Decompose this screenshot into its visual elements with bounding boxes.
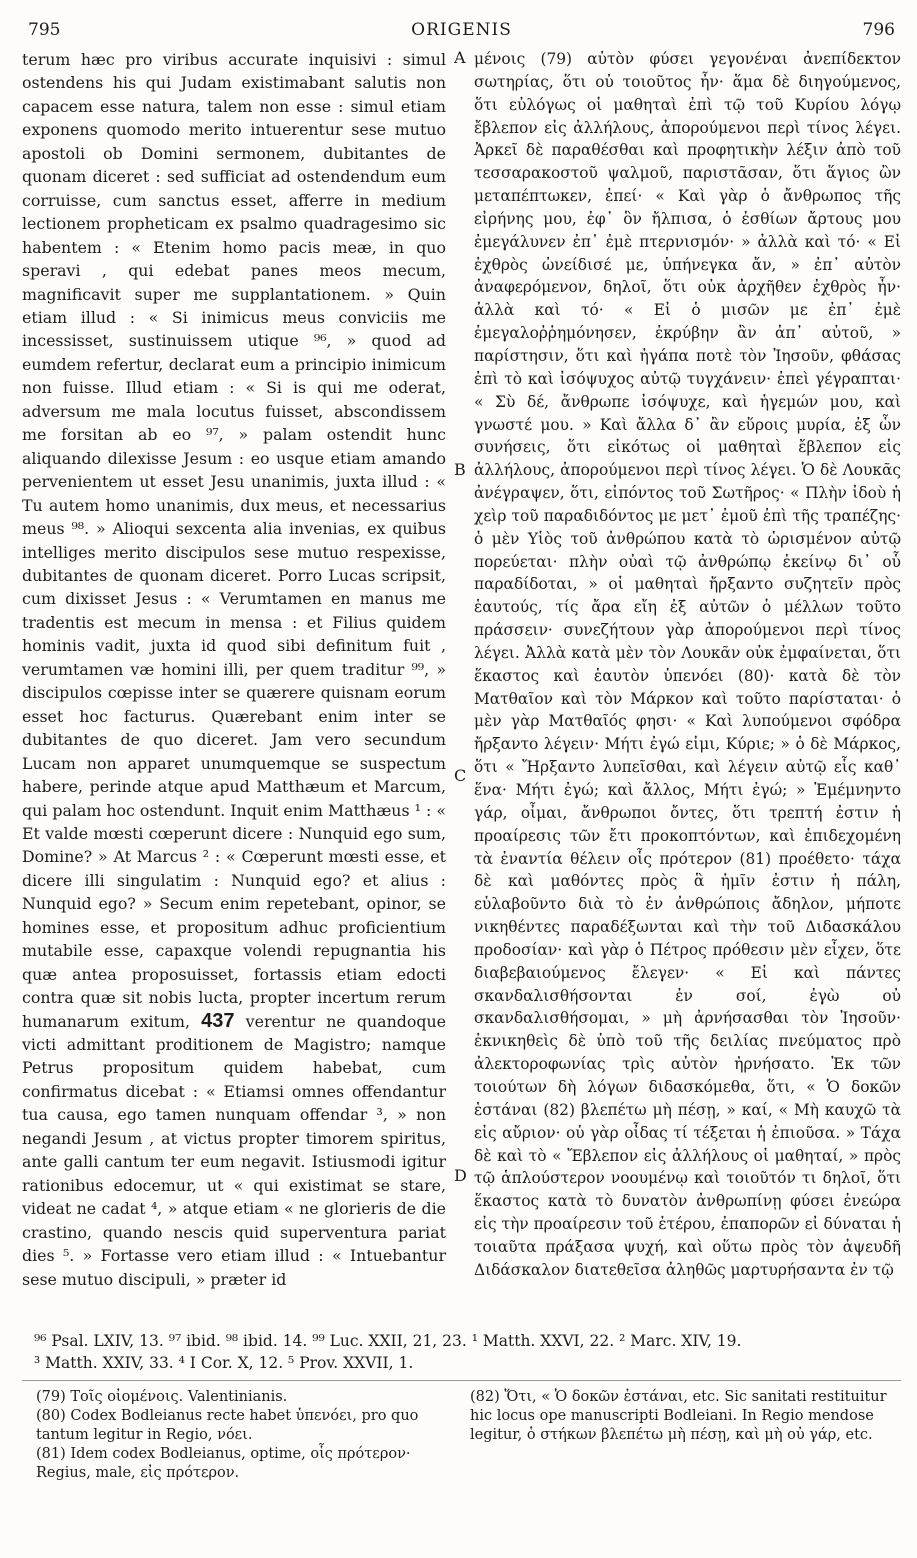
- scripture-references-line-1: ⁹⁶ Psal. LXIV, 13. ⁹⁷ ibid. ⁹⁸ ibid. 14. ⁹⁹ Luc. XXII, 21, 23. ¹ Matth. XXVI, 22. ² Marc. XIV, 19.: [34, 1332, 742, 1350]
- greek-column: [474, 48, 901, 1316]
- column-number: 437: [201, 1009, 235, 1032]
- editorial-notes-left: [36, 1388, 436, 1483]
- margin-letter-a: A: [454, 48, 466, 67]
- note-81: (81) Idem codex Bodleianus, optime, οἷς πρότερον· Regius, male, εἰς πρότερον.: [36, 1446, 411, 1481]
- page-header: [22, 14, 901, 42]
- margin-letter-d: D: [454, 1166, 467, 1185]
- text-columns: [22, 48, 901, 1316]
- page-number-left: 795: [28, 20, 61, 40]
- margin-letter-b: B: [454, 460, 466, 479]
- note-79: (79) Τοῖς οἰομένοις. Valentinianis.: [36, 1389, 288, 1405]
- note-80: (80) Codex Bodleianus recte habet ὑπενόει, pro quo tantum legitur in Regio, νόει.: [36, 1408, 419, 1443]
- scripture-references-line-2: ³ Matth. XXIV, 33. ⁴ I Cor. X, 12. ⁵ Prov. XXVII, 1.: [34, 1354, 414, 1372]
- latin-column: [22, 48, 446, 1316]
- running-title: ORIGENIS: [411, 20, 512, 40]
- latin-paragraph-1: terum hæc pro viribus accurate inquisivi : simul ostendens his qui Judam existimabant salutis non capacem esse natura, talem non esse : simul etiam exponens quomodo merito intuerentur sese mutuo apostoli ob Domini sermonem, dubitantes de quonam diceret : sed sufficiat ad ostendendum eum corruisse, cum sanctus esset, afferre in medium lectionem propheticam ex psalmo quadragesimo sic habentem : « Etenim homo pacis meæ, in quo speravi , qui edebat panes meos mecum, magnificavit super me supplantationem. » Quin etiam illud : « Si inimicus meus conviciis me incessisset, sustinuissem utique ⁹⁶, » quod ad eumdem refertur, declarat eum a principio inimicum non fuisse. Illud etiam : « Si is qui me oderat, adversum me mala locutus fuisset, abscondissem me forsitan ab eo ⁹⁷, » palam ostendit hunc aliquando dilexisse Jesum : eo usque etiam amando pervenientem ut esset Jesu unanimis, juxta illud : « Tu autem homo unanimis, dux meus, et necessarius meus ⁹⁸. » Alioqui sexcenta alia invenias, ex quibus intelliges merito discipulos sese mutuo respexisse, dubitantes de quonam diceret. Porro Lucas scripsit, cum dixisset Jesus : « Verumtamen en manus me tradentis est mecum in mensa : et Filius quidem hominis vadit, juxta id quod sibi definitum fuit , verumtamen væ homini illi, per quem traditur ⁹⁹, » discipulos cœpisse inter se quærere quisnam eorum esset hoc facturus. Quærebant enim inter se dubitantes de quo diceret. Jam vero secundum Lucam non apparet unumquemque se suspectum habere, perinde atque apud Matthæum et Marcum, qui palam hoc ostendunt. Inquit enim Matthæus ¹ : « Et valde mœsti cœperunt dicere : Nunquid ego sum, Domine? » At Marcus ² : « Cœperunt mœsti esse, et dicere illi singulatim : Nunquid ego? et alius : Nunquid ego? » Secum enim repetebant, opinor, se homines esse, et propositum adhuc proficientium mutabile esse, capaxque volendi repugnantia his quæ antea proposuisset, fortassis etiam edocti contra quæ sit nobis lucta, propter incertum rerum humanarum exitum,: [22, 50, 446, 1031]
- greek-text: μένοις (79) αὐτὸν φύσει γεγονέναι ἀνεπίδεκτον σωτηρίας, ὅτι οὐ τοιοῦτος ἦν· ἅμα δὲ διηγούμενος, ὅτι εὐλόγως οἱ μαθηταὶ ἐπὶ τῷ τοῦ Κυρίου λόγῳ ἔβλεπον εἰς ἀλλήλους, ἀπορούμενοι περὶ τίνος λέγει. Ἀρκεῖ δὲ παραθέσθαι καὶ προφητικὴν λέξιν ἀπὸ τοῦ τεσσαρακοστοῦ ψαλμοῦ, παριστᾶσαν, ὅτι ἅγιος ὢν μεταπέπτωκεν, ἐπεί· « Καὶ γὰρ ὁ ἄνθρωπος τῆς εἰρήνης μου, ἐφ᾽ ὃν ἤλπισα, ὁ ἐσθίων ἄρτους μου ἐμεγάλυνεν ἐπ᾽ ἐμὲ πτερνισμόν· » ἀλλὰ καὶ τό· « Εἰ ἐχθρὸς ὠνείδισέ με, ὑπήνεγκα ἄν, » ἐπ᾽ αὐτὸν ἀναφερόμενον, δηλοῖ, ὅτι οὐκ ἀρχῆθεν ἐχθρὸς ἦν· ἀλλὰ καὶ τό· « Εἰ ὁ μισῶν με ἐπ᾽ ἐμὲ ἐμεγαλοῤῥημόνησεν, ἐκρύβην ἂν ἀπ᾽ αὐτοῦ, » παρίστησιν, ὅτι καὶ ἠγάπα ποτὲ τὸν Ἰησοῦν, φθάσας ἐπὶ τὸ καὶ ἰσόψυχος αὐτῷ τυγχάνειν· ἐπεὶ γέγραπται· « Σὺ δέ, ἄνθρωπε ἰσόψυχε, καὶ ἡγεμών μου, καὶ γνωστέ μου. » Καὶ ἄλλα δ᾽ ἂν εὕροις μυρία, ἐξ ὧν συνήσεις, ὅτι εἰκότως οἱ μαθηταὶ ἔβλεπον εἰς ἀλλήλους, ἀπορούμενοι περὶ τίνος λέγει. Ὁ δὲ Λουκᾶς ἀνέγραψεν, ὅτι, εἰπόντος τοῦ Σωτῆρος· « Πλὴν ἰδοὺ ἡ χεὶρ τοῦ παραδιδόντος με μετ᾽ ἐμοῦ ἐπὶ τῆς τραπέζης· ὁ μὲν Υἱὸς τοῦ ἀνθρώπου κατὰ τὸ ὡρισμένον αὐτῷ πορεύεται· πλὴν οὐαὶ τῷ ἀνθρώπῳ ἐκείνῳ δι᾽ οὗ παραδίδοται, » οἱ μαθηταὶ ἤρξαντο συζητεῖν πρὸς ἑαυτούς, τίς ἄρα εἴη ἐξ αὐτῶν ὁ μέλλων τοῦτο πράσσειν· συνεζήτουν γὰρ ἀπορούμενοι περὶ τίνος λέγει. Ἀλλὰ κατὰ μὲν τὸν Λουκᾶν οὐκ ἐμφαίνεται, ὅτι ἕκαστος καὶ ἑαυτὸν ὑπενόει (80)· κατὰ δὲ τὸν Ματθαῖον καὶ τὸν Μάρκον καὶ τοῦτο παρίσταται· ὁ μὲν γὰρ Ματθαῖός φησι· « Καὶ λυπούμενοι σφόδρα ἤρξαντο λέγειν· Μήτι ἐγώ εἰμι, Κύριε; » ὁ δὲ Μάρκος, ὅτι « Ἤρξαντο λυπεῖσθαι, καὶ λέγειν αὐτῷ εἷς καθ᾽ ἕνα· Μήτι ἐγώ; καὶ ἄλλος, Μήτι ἐγώ; » Ἐμέμνηντο γάρ, οἶμαι, ἄνθρωποι ὄντες, ὅτι τρεπτή ἐστιν ἡ προαίρεσις τῶν ἔτι προκοπτόντων, καὶ ἐπιδεχομένη τὰ ἐναντία θέλειν οἷς πρότερον (81) προέθετο· τάχα δὲ καὶ μαθόντες πρὸς ἃ ἡμῖν ἐστιν ἡ πάλη, εὐλαβοῦντο διὰ τὸ ἐν ἀνθρώποις ἄδηλον, μήποτε νικηθέντες παραδέξωνται καὶ τὴν τοῦ Διδασκάλου προδοσίαν· καὶ γὰρ ὁ Πέτρος πρόθεσιν μὲν εἶχεν, ὅτε διαβεβαιούμενος ἔλεγεν· « Εἰ καὶ πάντες σκανδαλισθήσονται ἐν σοί, ἐγὼ οὐ σκανδαλισθήσομαι, » μὴ ἀρνήσασθαι τὸν Ἰησοῦν· ἐκνικηθεὶς δὲ ὑπὸ τοῦ τῆς δειλίας πνεύματος πρὸ ἀλεκτοροφωνίας τρὶς αὐτὸν ἠρνήσατο. Ἐκ τῶν τοιούτων δὴ λόγων διδασκόμεθα, ὅτι, « Ὁ δοκῶν ἑστάναι (82) βλεπέτω μὴ πέσῃ, » καί, « Μὴ καυχῶ τὰ εἰς αὔριον· οὐ γὰρ οἶδας τί τέξεται ἡ ἐπιοῦσα. » Τάχα δὲ καὶ τὸ « Ἔβλεπον εἰς ἀλλήλους οἱ μαθηταί, » πρὸς τῷ ἁπλούστερον νοουμένῳ καὶ τοιοῦτόν τι δηλοῖ, ὅτι ἕκαστος κατὰ τὸ δυνατὸν ἀνθρωπίνῃ φύσει ἐνεώρα εἰς τὴν προαίρεσιν τοῦ ἑτέρου, ἐπαπορῶν εἰ δύναται ἡ τοιαῦτα πράξασα ψυχή, καὶ οὕτω πρὸς τὸν ἀψευδῆ Διδάσκαλον διατεθεῖσα ἀληθῶς μαρτυρήσαντα ἐν τῷ: [474, 50, 901, 1279]
- page-number-right: 796: [862, 20, 895, 40]
- editorial-notes-right: [470, 1388, 898, 1445]
- note-82: (82) Ὅτι, « Ὁ δοκῶν ἑστάναι, etc. Sic sanitati restituitur hic locus ope manuscripti Bodleiani. In Regio mendose legitur, ὁ στήκων βλεπέτω μὴ πέσῃ, καὶ μὴ οὐ γάρ, etc.: [470, 1389, 887, 1443]
- latin-text: [22, 48, 446, 1291]
- latin-paragraph-2: verentur ne quandoque victi admittant proditionem de Magistro; namque Petrus propositum quidem habebat, cum confirmatus dicebat : « Etiamsi omnes offendantur tua causa, ego tamen nunquam offendar ³, » non negandi Jesum , at victus propter timorem spiritus, ante galli cantum ter eum negavit. Istiusmodi igitur rationibus edocemur, ut « qui existimat se stare, videat ne cadat ⁴, » atque etiam « ne glorieris de die crastino, quando nescis quid superventura pariat dies ⁵. » Fortasse vero etiam illud : « Intuebantur sese mutuo discipuli, » præter id: [22, 1011, 447, 1289]
- margin-letter-c: C: [454, 766, 467, 785]
- footnote-divider: [22, 1380, 901, 1381]
- scripture-references: [34, 1330, 894, 1374]
